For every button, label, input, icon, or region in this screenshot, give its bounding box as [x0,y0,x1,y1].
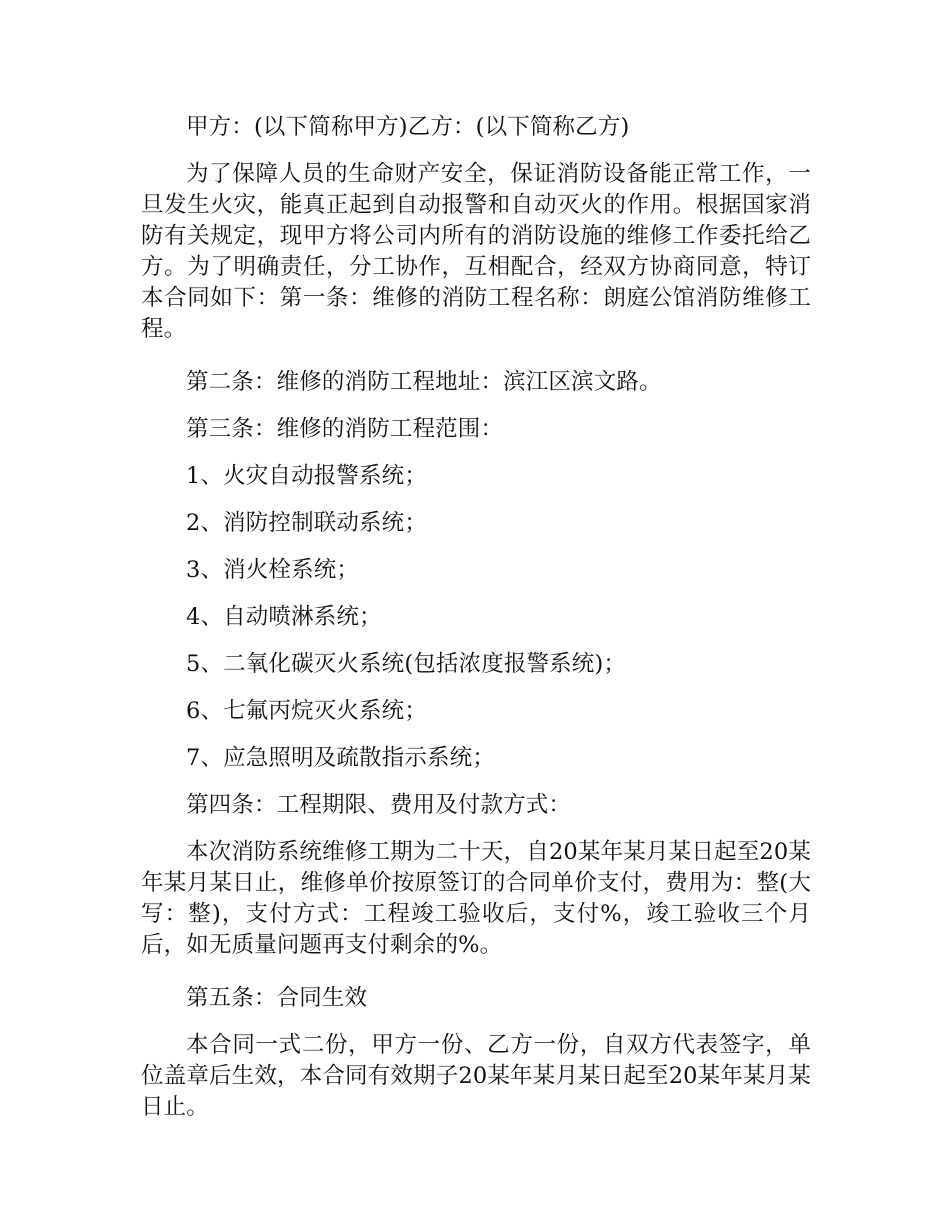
article-four-body: 本次消防系统维修工期为二十天，自20某年某月某日起至20某年某月某日止，维修单价按原签订的合同单价支付，费用为：整(大写：整)，支付方式：工程竣工验收后，支付%，竣工验收三个月后，如无质量问题再支付剩余的%。 [141,839,811,958]
scope-item-2: 2、消防控制联动系统； [186,510,427,536]
article-five-heading: 第五条：合同生效 [186,985,368,1011]
scope-item-5: 5、二氧化碳灭火系统(包括浓度报警系统)； [186,651,627,677]
contract-document [141,112,811,1145]
article-three-heading: 第三条：维修的消防工程范围： [186,416,504,442]
scope-item-3: 3、消火栓系统； [186,557,360,583]
article-four-heading: 第四条：工程期限、费用及付款方式： [186,792,572,818]
article-five-body: 本合同一式二份，甲方一份、乙方一份，自双方代表签字，单位盖章后生效，本合同有效期子20某年某月某日起至20某年某月某日止。 [141,1032,811,1120]
scope-item-1: 1、火灾自动报警系统； [186,463,427,489]
scope-item-4: 4、自动喷淋系统； [186,604,382,630]
scope-item-6: 6、七氟丙烷灭火系统； [186,698,427,724]
party-line: 甲方：(以下简称甲方)乙方：(以下简称乙方) [186,114,630,140]
scope-item-7: 7、应急照明及疏散指示系统； [186,745,495,771]
article-two: 第二条：维修的消防工程地址：滨江区滨文路。 [186,369,662,395]
preamble-paragraph: 为了保障人员的生命财产安全，保证消防设备能正常工作，一旦发生火灾，能真正起到自动报警和自动灭火的作用。根据国家消防有关规定，现甲方将公司内所有的消防设施的维修工作委托给乙方。为了明确责任，分工协作，互相配合，经双方协商同意，特订本合同如下：第一条：维修的消防工程名称：朗庭公馆消防维修工程。 [141,161,811,342]
